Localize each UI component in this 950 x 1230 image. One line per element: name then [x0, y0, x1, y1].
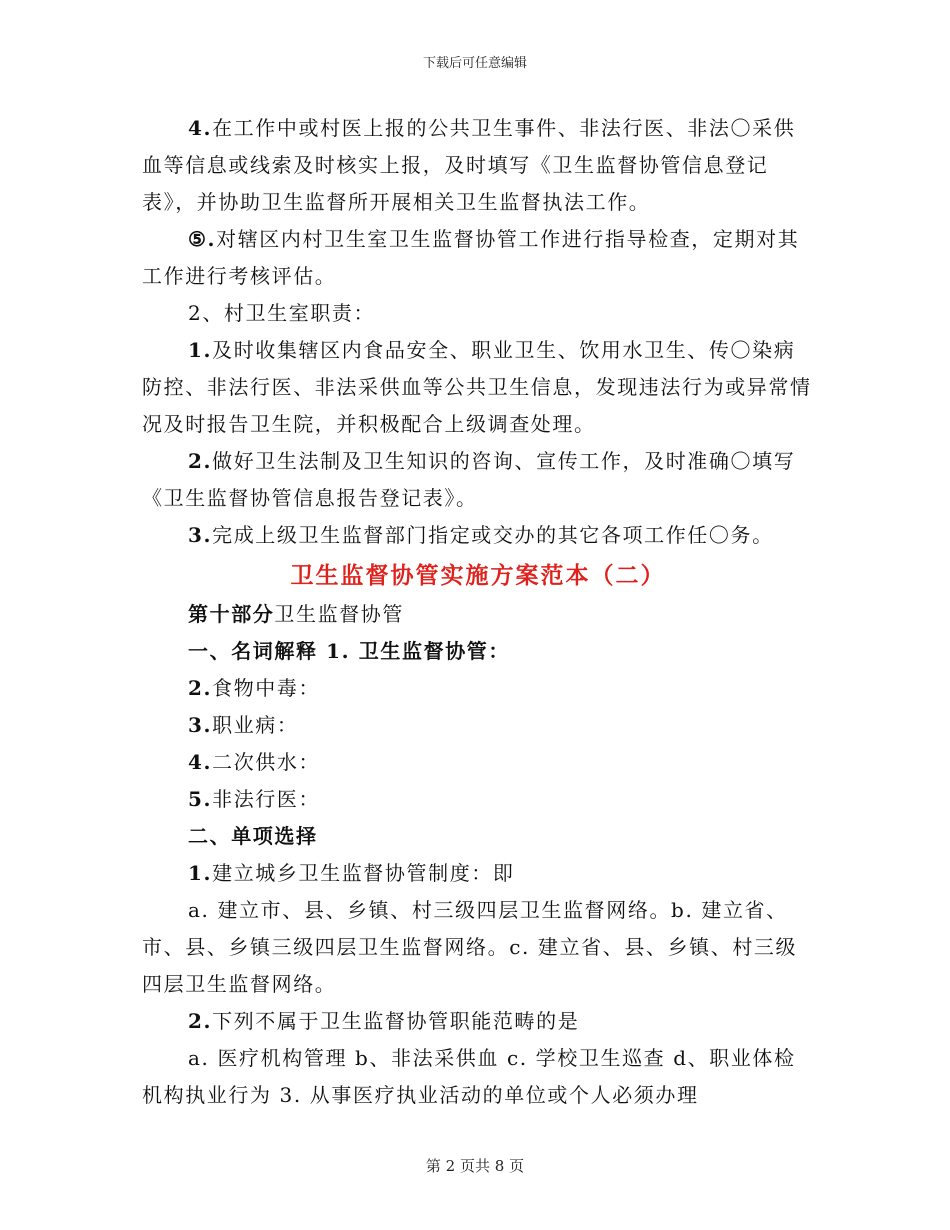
term-item: [142, 670, 814, 707]
item-number: 3.: [188, 713, 213, 737]
item-number: 4.: [188, 116, 213, 140]
page-footer: 第 2 页共 8 页: [425, 1157, 525, 1175]
choice-options-1: a. 建立市、县、乡镇、村三级四层卫生监督网络。b. 建立省、市、县、乡镇三级四层卫生监督网络。c. 建立省、县、乡镇、村三级四层卫生监督网络。: [142, 898, 798, 996]
item-text: 下列不属于卫生监督协管职能范畴的是: [212, 1009, 580, 1033]
item-number: 2.: [188, 449, 213, 473]
choice-question-2: [142, 1003, 814, 1040]
item-number: 2.: [188, 1009, 213, 1033]
question-heading-definitions: 一、名词解释 1. 卫生监督协管：: [188, 639, 511, 663]
question-heading-choice: 二、单项选择: [188, 824, 318, 848]
part-heading: [142, 596, 814, 633]
term-item: [142, 781, 814, 818]
paragraph-duty-2: [142, 443, 814, 517]
paragraph-item-4: [142, 110, 814, 221]
part-text: 卫生监督协管: [274, 602, 405, 626]
item-number: ⑤.: [188, 227, 217, 251]
item-number: 3.: [188, 523, 213, 547]
term-item: [142, 707, 814, 744]
item-number: 1.: [188, 338, 213, 362]
choice-question-1: [142, 855, 814, 892]
section-title: 卫生监督协管实施方案范本（二）: [290, 562, 666, 589]
paragraph-item-5: [142, 221, 814, 295]
item-text: 在工作中或村医上报的公共卫生事件、非法行医、非法〇采供血等信息或线索及时核实上报，及时填写《卫生监督协管信息登记表》，并协助卫生监督所开展相关卫生监督执法工作。: [142, 116, 796, 214]
item-number: 1.: [188, 861, 213, 885]
item-text: 完成上级卫生监督部门指定或交办的其它各项工作任〇务。: [212, 523, 774, 547]
item-text: 食物中毒：: [212, 676, 321, 700]
item-text: 职业病：: [212, 713, 299, 737]
page-header: 下载后可任意编辑: [422, 56, 527, 71]
item-text: 及时收集辖区内食品安全、职业卫生、饮用水卫生、传〇染病防控、非法行医、非法采供血等公共卫生信息，发现违法行为或异常情况及时报告卫生院，并积极配合上级调查处理。: [142, 338, 812, 436]
item-text: 建立城乡卫生监督协管制度：即: [212, 861, 515, 885]
item-number: 2.: [188, 676, 213, 700]
document-body: [142, 110, 814, 1114]
item-text: 非法行医：: [212, 787, 321, 811]
paragraph-duty-1: [142, 332, 814, 443]
item-text: 对辖区内村卫生室卫生监督协管工作进行指导检查，定期对其工作进行考核评估。: [142, 227, 800, 288]
subsection-heading: 2、村卫生室职责：: [188, 301, 376, 325]
item-text: 做好卫生法制及卫生知识的咨询、宣传工作，及时准确〇填写《卫生监督协管信息报告登记表》。: [142, 449, 796, 510]
item-number: 4.: [188, 750, 213, 774]
paragraph-duty-3: [142, 517, 814, 554]
part-label: 第十部分: [188, 602, 275, 626]
choice-options-2: a. 医疗机构管理 b、非法采供血 c. 学校卫生巡查 d、职业体检机构执业行为 3. 从事医疗执业活动的单位或个人必须办理: [142, 1046, 796, 1107]
item-number: 5.: [188, 787, 213, 811]
item-text: 二次供水：: [212, 750, 321, 774]
term-item: [142, 744, 814, 781]
